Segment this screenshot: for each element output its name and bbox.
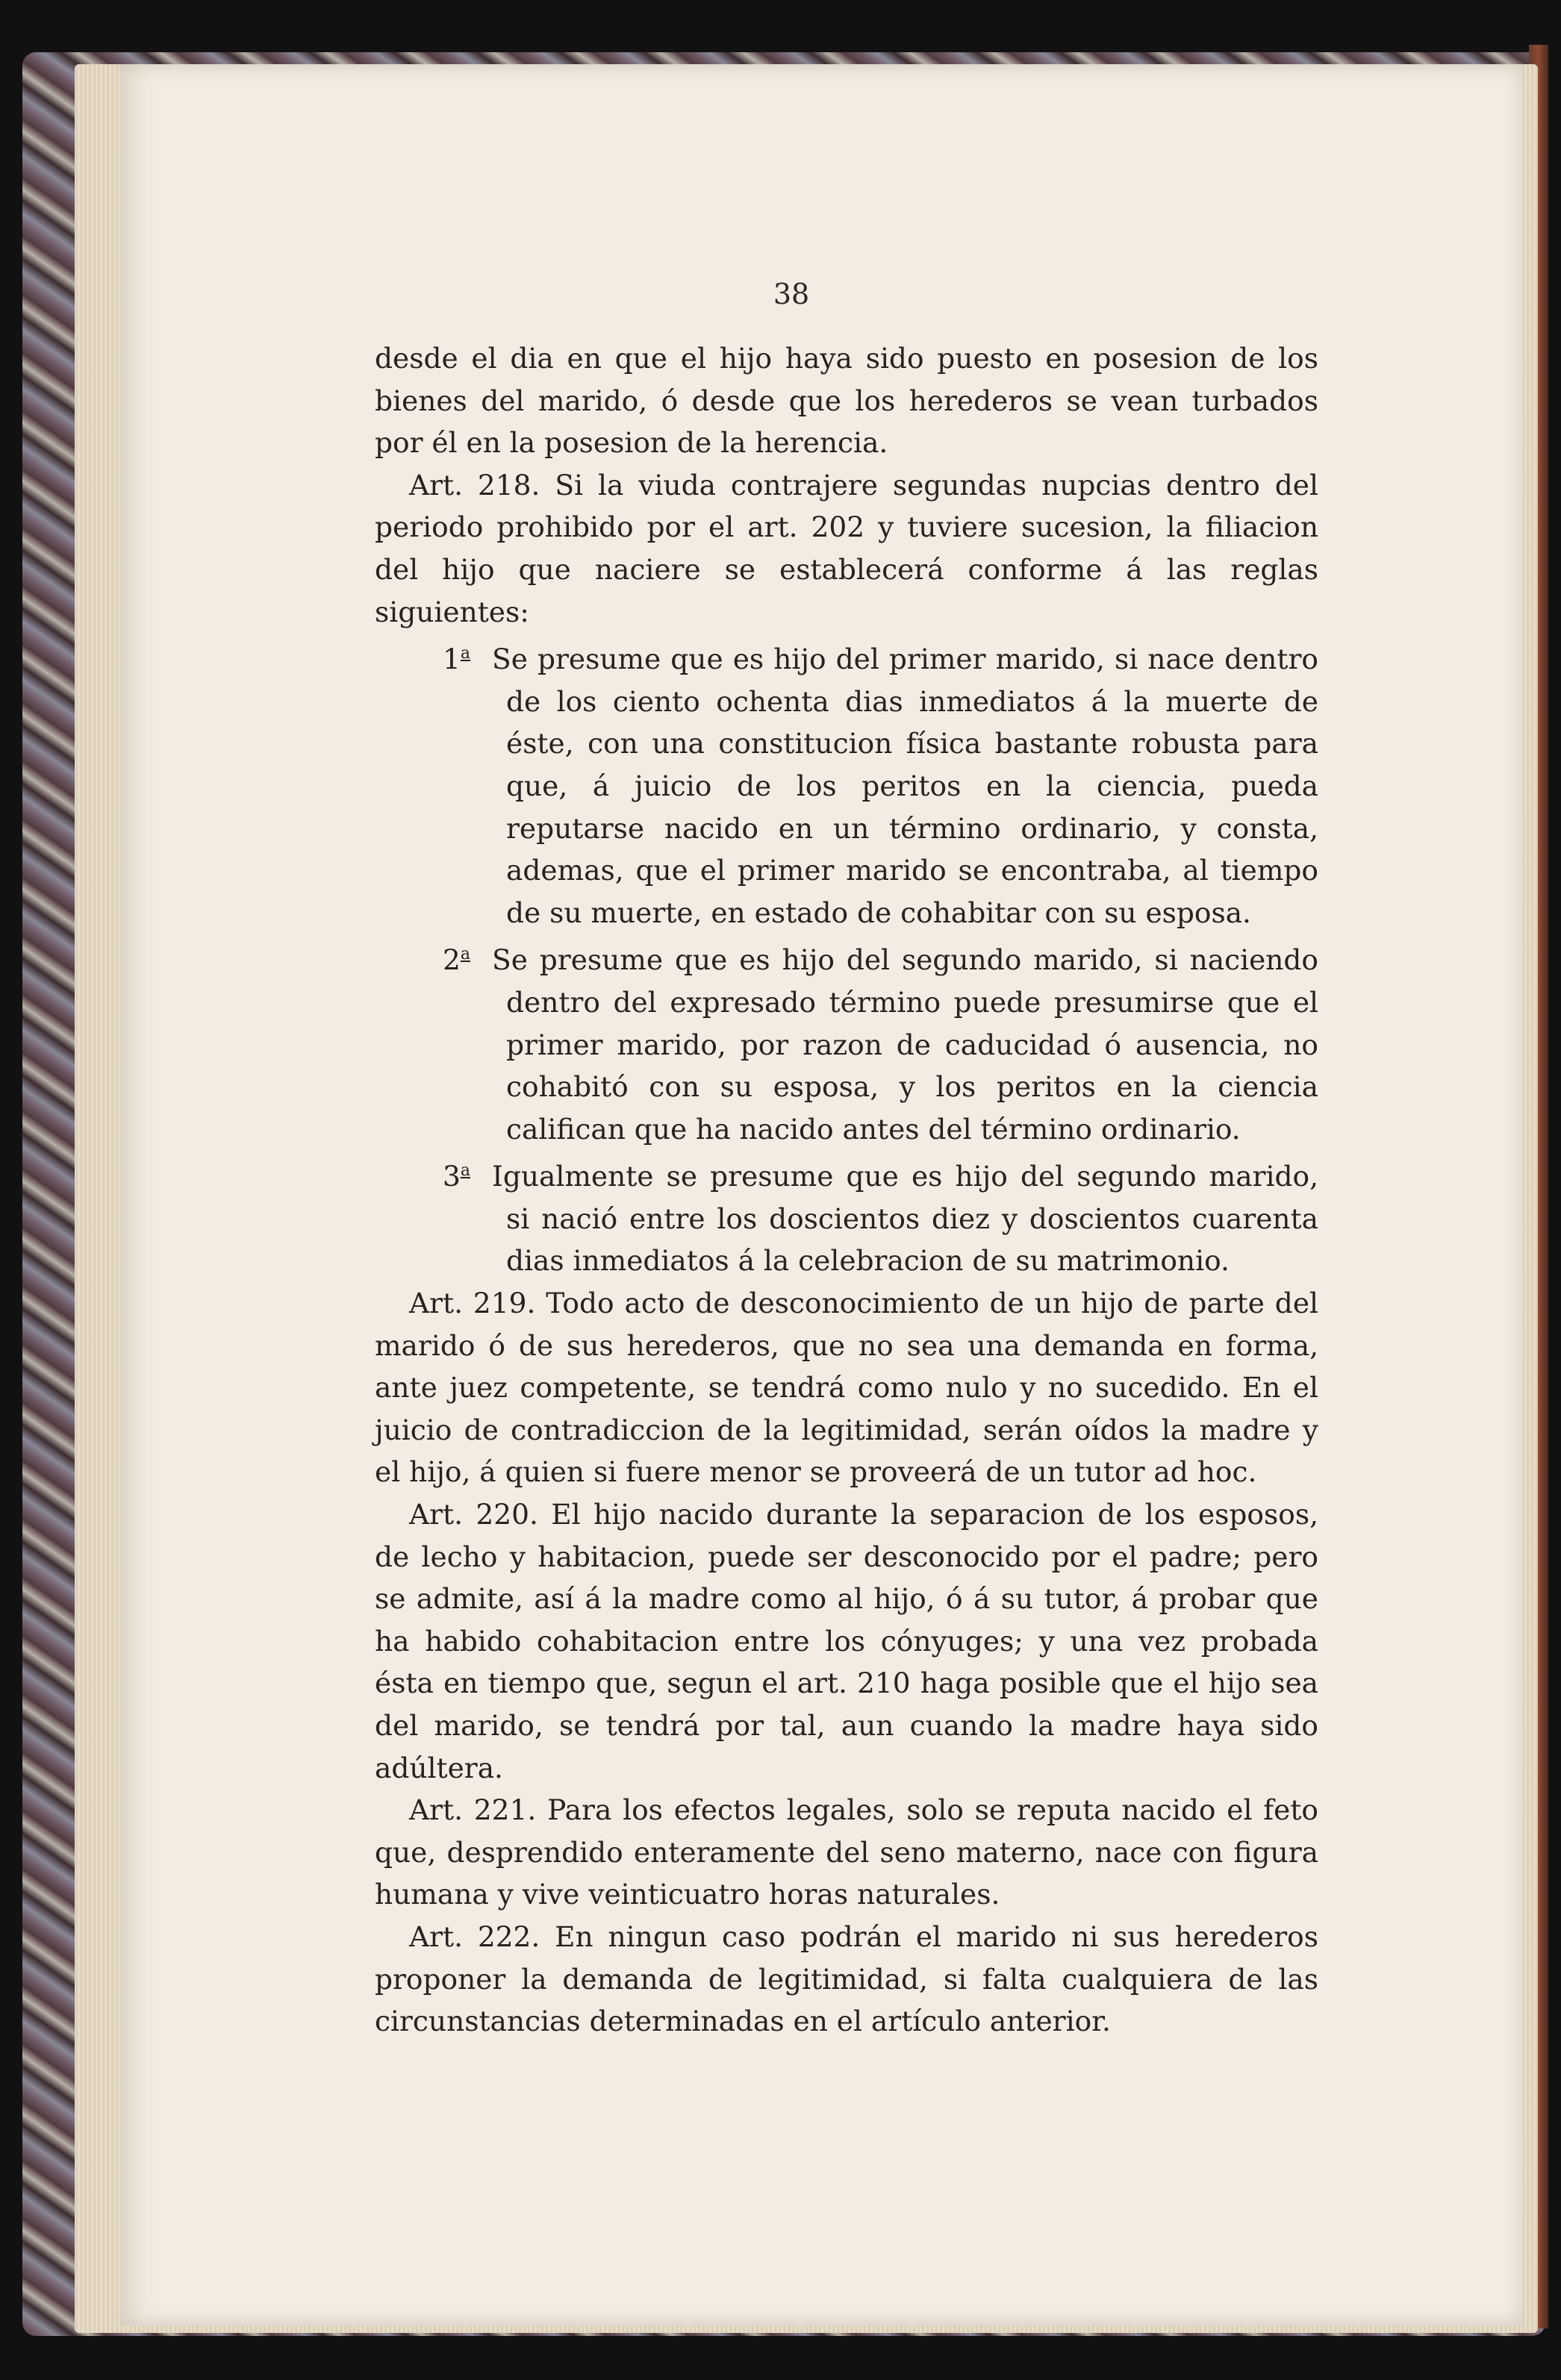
rule-number: 1$^a$ (443, 643, 470, 676)
article-220: Art. 220. El hijo nacido durante la separacion de los esposos, de lecho y habitacion, puede ser desconocido por el padre; pero se admite, así á la madre como al hijo, ó á su tutor, á probar que ha habido cohabitacion entre los cónyuges; y una vez probada ésta en tiempo que, segun el art. 210 haga posible que el hijo sea del marido, se tendrá por tal, aun cuando la madre haya sido adúltera. (375, 1498, 1318, 1784)
rule-text: Igualmente se presume que es hijo del segundo marido, si nació entre los doscientos diez y doscientos cuarenta dias inmediatos á la celebracion de su matrimonio. (492, 1160, 1318, 1278)
rule-number: 2$^a$ (443, 943, 470, 977)
page-number: 38 (773, 278, 810, 310)
rule-2 (375, 934, 1318, 1150)
article-221: Art. 221. Para los efectos legales, solo se reputa nacido el feto que, desprendido enteramente del seno materno, nace con figura humana y vive veinticuatro horas naturales. (375, 1793, 1318, 1911)
paragraph-continuation: desde el dia en que el hijo haya sido puesto en posesion de los bienes del marido, ó desde que los herederos se vean turbados por él en la posesion de la herencia. (375, 342, 1318, 460)
rule-text: Se presume que es hijo del segundo marido, si naciendo dentro del expresado término puede presumirse que el primer marido, por razon de caducidad ó ausencia, no cohabitó con su esposa, y los peritos en la ciencia califican que ha nacido antes del término ordinario. (492, 943, 1318, 1146)
article-218: Art. 218. Si la viuda contrajere segundas nupcias dentro del periodo prohibido por el art. 202 y tuviere sucesion, la filiacion del hijo que naciere se establecerá conforme á las reglas siguientes: (375, 468, 1318, 628)
article-219: Art. 219. Todo acto de desconocimiento de un hijo de parte del marido ó de sus herederos, que no sea una demanda en forma, ante juez competente, se tendrá como nulo y no sucedido. En el juicio de contradiccion de la legitimidad, serán oídos la madre y el hijo, á quien si fuere menor se proveerá de un tutor ad hoc. (375, 1287, 1318, 1489)
article-222: Art. 222. En ningun caso podrán el marido ni sus herederos proponer la demanda de legitimidad, si falta cualquiera de las circunstancias determinadas en el artículo anterior. (375, 1920, 1318, 2038)
rule-text: Se presume que es hijo del primer marido, si nace dentro de los ciento ochenta dias inmediatos á la muerte de éste, con una constitucion física bastante robusta para que, á juicio de los peritos en la ciencia, pueda reputarse nacido en un término ordinario, y consta, ademas, que el primer marido se encontraba, al tiempo de su muerte, en estado de cohabitar con su esposa. (492, 643, 1318, 929)
rule-3 (375, 1150, 1318, 1282)
rule-1 (375, 633, 1318, 934)
text-block (375, 337, 1318, 2043)
rule-number: 3$^a$ (443, 1160, 470, 1193)
